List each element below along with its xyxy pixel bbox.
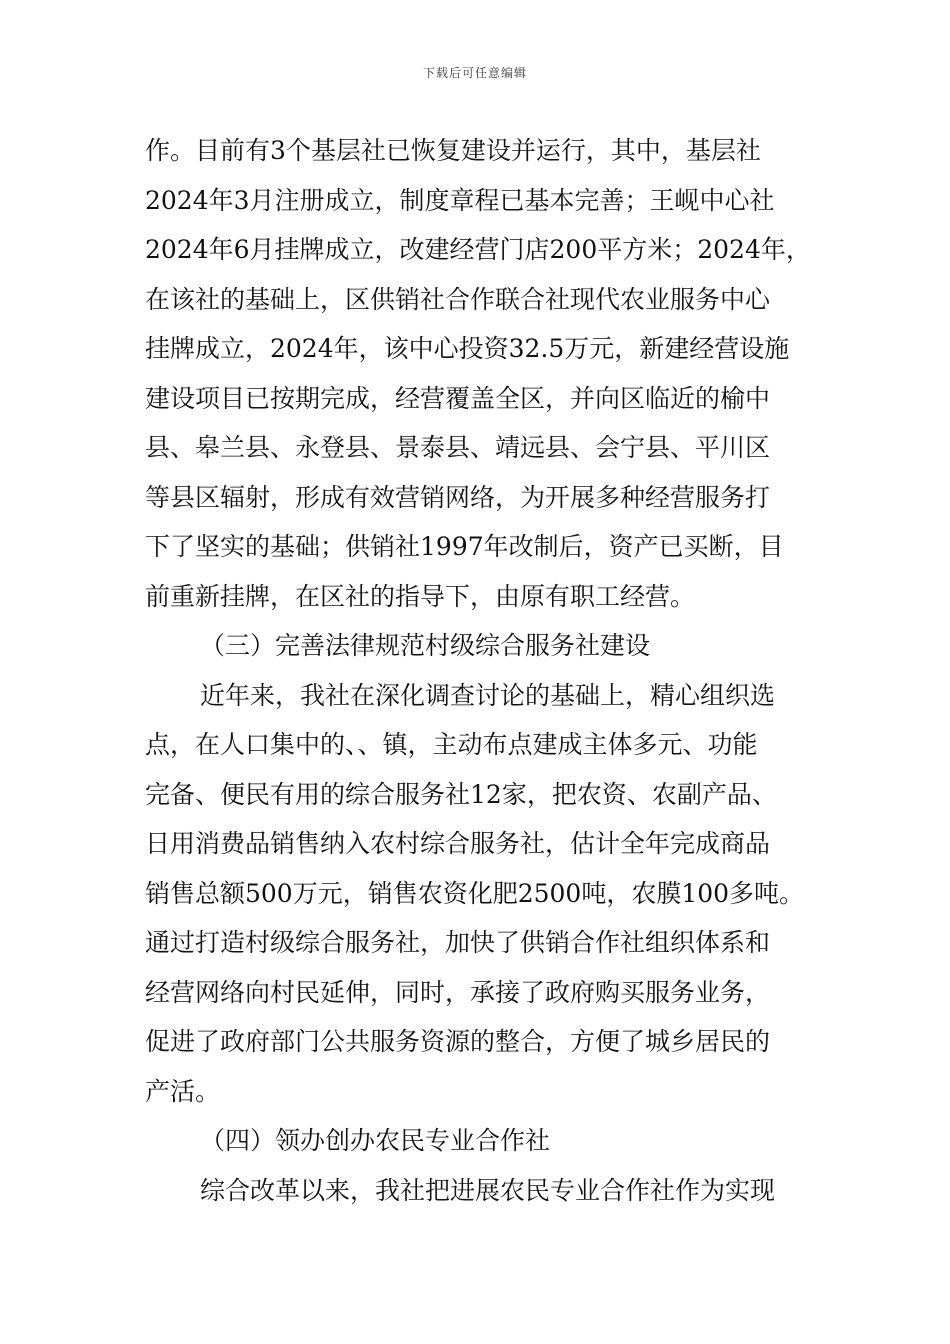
text-line: 销售总额500万元，销售农资化肥2500吨，农膜100多吨。 <box>145 878 805 908</box>
text-line: 2024年3月注册成立，制度章程已基本完善；王岘中心社 <box>145 185 775 215</box>
text-line: 建设项目已按期完成，经营覆盖全区，并向区临近的榆中 <box>145 383 771 413</box>
text-line: 2024年6月挂牌成立，改建经营门店200平方米；2024年， <box>145 235 811 264</box>
section-heading-4: （四）领办创办农民专业合作社 <box>200 1126 551 1155</box>
text-line: 完备、便民有用的综合服务社12家，把农资、农副产品、 <box>145 779 777 809</box>
text-line: 促进了政府部门公共服务资源的整合，方便了城乡居民的 <box>145 1027 771 1056</box>
text-line: 日用消费品销售纳入农村综合服务社，估计全年完成商品 <box>145 829 771 858</box>
text-line: 前重新挂牌，在区社的指导下，由原有职工经营。 <box>145 581 696 611</box>
text-line: 下了坚实的基础；供销社1997年改制后，资产已买断，目 <box>145 532 784 561</box>
section-heading-3: （三）完善法律规范村级综合服务社建设 <box>200 631 651 660</box>
text-line: 产活。 <box>145 1076 221 1106</box>
text-line: 等县区辐射，形成有效营销网络，为开展多种经营服务打 <box>145 482 771 512</box>
page-header: 下载后可任意编辑 <box>422 66 527 80</box>
text-line: 作。目前有3个基层社已恢复建设并运行，其中，基层社 <box>145 136 761 165</box>
text-line: 县、皋兰县、永登县、景泰县、靖远县、会宁县、平川区 <box>145 433 771 462</box>
paragraph-start: 近年来，我社在深化调查讨论的基础上，精心组织选 <box>200 680 776 710</box>
text-line: 在该社的基础上，区供销社合作联合社现代农业服务中心 <box>145 284 771 314</box>
text-line: 点，在人口集中的、、镇，主动布点建成主体多元、功能 <box>145 730 758 759</box>
text-line: 经营网络向村民延伸，同时，承接了政府购买服务业务， <box>145 977 771 1007</box>
document-body <box>145 126 825 1215</box>
paragraph-start: 综合改革以来，我社把进展农民专业合作社作为实现 <box>200 1175 776 1205</box>
text-line: 通过打造村级综合服务社，加快了供销合作社组织体系和 <box>145 928 771 957</box>
text-line: 挂牌成立，2024年，该中心投资32.5万元，新建经营设施 <box>145 334 790 363</box>
